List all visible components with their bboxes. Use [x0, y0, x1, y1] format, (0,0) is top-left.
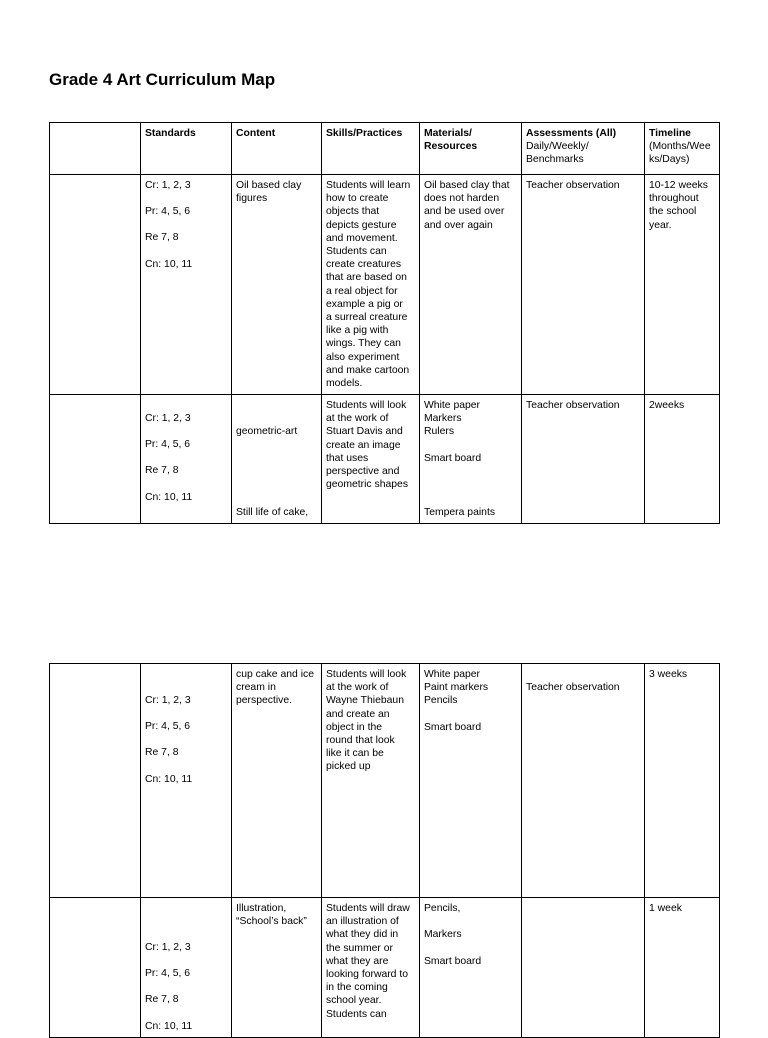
header-content-label: Content — [236, 128, 276, 139]
table-row — [50, 898, 720, 1038]
assessments-text: Teacher observation — [526, 682, 620, 693]
standard-cn: Cn: 10, 11 — [145, 491, 193, 503]
timeline-cell: 3 weeks — [645, 664, 720, 898]
timeline-cell: 2weeks — [645, 395, 720, 524]
standards-cell — [141, 898, 232, 1038]
standard-pr: Pr: 4, 5, 6 — [145, 721, 191, 733]
header-skills-label: Skills/Practices — [326, 128, 403, 139]
row-label-cell — [50, 898, 141, 1038]
header-standards — [141, 123, 232, 175]
header-timeline-sublabel: (Months/Wee ks/Days) — [649, 141, 711, 166]
content-cell: Illustration, “School’s back” — [232, 898, 322, 1038]
content-cell: Oil based clay figures — [232, 175, 322, 395]
materials-cell: Pencils, Markers Smart board — [420, 898, 522, 1038]
standard-cr: Cr: 1, 2, 3 — [145, 942, 191, 953]
standard-cr: Cr: 1, 2, 3 — [145, 695, 191, 706]
standard-cr: Cr: 1, 2, 3 — [145, 413, 191, 424]
standard-re: Re 7, 8 — [145, 994, 179, 1006]
standard-pr: Pr: 4, 5, 6 — [145, 968, 191, 980]
content-cell: cup cake and ice cream in perspective. — [232, 664, 322, 898]
header-materials — [420, 123, 522, 175]
content-top-text: geometric-art — [236, 426, 298, 437]
content-bottom-text: Still life of cake, — [236, 506, 309, 518]
header-standards-label: Standards — [145, 128, 196, 139]
header-row — [50, 123, 720, 175]
standard-re: Re 7, 8 — [145, 465, 179, 477]
row-label-cell — [50, 395, 141, 524]
timeline-cell: 10-12 weeks throughout the school year. — [645, 175, 720, 395]
materials-cell: Oil based clay that does not harden and be used over and over again — [420, 175, 522, 395]
standards-cell — [141, 664, 232, 898]
skills-cell: Students will look at the work of Stuart Davis and create an image that uses perspective and geometric shapes — [322, 395, 420, 524]
header-timeline — [645, 123, 720, 175]
document-title: Grade 4 Art Curriculum Map — [49, 70, 276, 89]
materials-bottom-text: Tempera paints — [424, 506, 496, 518]
table-row — [50, 395, 720, 524]
header-empty-cell — [50, 123, 141, 175]
standard-cn: Cn: 10, 11 — [145, 1020, 193, 1032]
header-timeline-label: Timeline — [649, 128, 691, 139]
content-cell — [232, 395, 322, 524]
skills-cell: Students will draw an illustration of what they did in the summer or what they are looking forward to in the coming school year. Students can — [322, 898, 420, 1038]
timeline-cell: 1 week — [645, 898, 720, 1038]
materials-cell: White paper Paint markers Pencils Smart board — [420, 664, 522, 898]
standard-cn: Cn: 10, 11 — [145, 773, 193, 785]
header-assessments-label: Assessments (All) — [526, 128, 617, 139]
header-skills — [322, 123, 420, 175]
assessments-cell: Teacher observation — [522, 395, 645, 524]
materials-text: White paper Markers Rulers Smart board — [424, 400, 482, 464]
header-content — [232, 123, 322, 175]
standards-cell — [141, 175, 232, 395]
standard-pr: Pr: 4, 5, 6 — [145, 439, 191, 451]
skills-cell: Students will look at the work of Wayne Thiebaun and create an object in the round that look like it can be picked up — [322, 664, 420, 898]
materials-cell — [420, 395, 522, 524]
header-assessments-sublabel: Daily/Weekly/ Benchmarks — [526, 141, 589, 166]
curriculum-table-page-1 — [49, 122, 720, 524]
standard-re: Re 7, 8 — [145, 747, 179, 759]
table-row — [50, 175, 720, 395]
curriculum-table-page-2 — [49, 663, 720, 1038]
standards-cell — [141, 395, 232, 524]
row-label-cell — [50, 664, 141, 898]
standard-re: Re 7, 8 — [145, 232, 179, 244]
standard-cn: Cn: 10, 11 — [145, 258, 193, 270]
assessments-cell: Teacher observation — [522, 175, 645, 395]
skills-cell: Students will learn how to create objects that depicts gesture and movement. Students can create creatures that are based on a real object for example a pig or a surreal creature like a pig with wings. They can also experiment and make cartoon models. — [322, 175, 420, 395]
row-label-cell — [50, 175, 141, 395]
header-assessments — [522, 123, 645, 175]
table-row — [50, 664, 720, 898]
header-materials-label: Materials/ Resources — [424, 128, 478, 153]
assessments-cell — [522, 664, 645, 898]
assessments-cell — [522, 898, 645, 1038]
standard-pr: Pr: 4, 5, 6 — [145, 206, 191, 218]
standard-cr: Cr: 1, 2, 3 — [145, 180, 191, 191]
